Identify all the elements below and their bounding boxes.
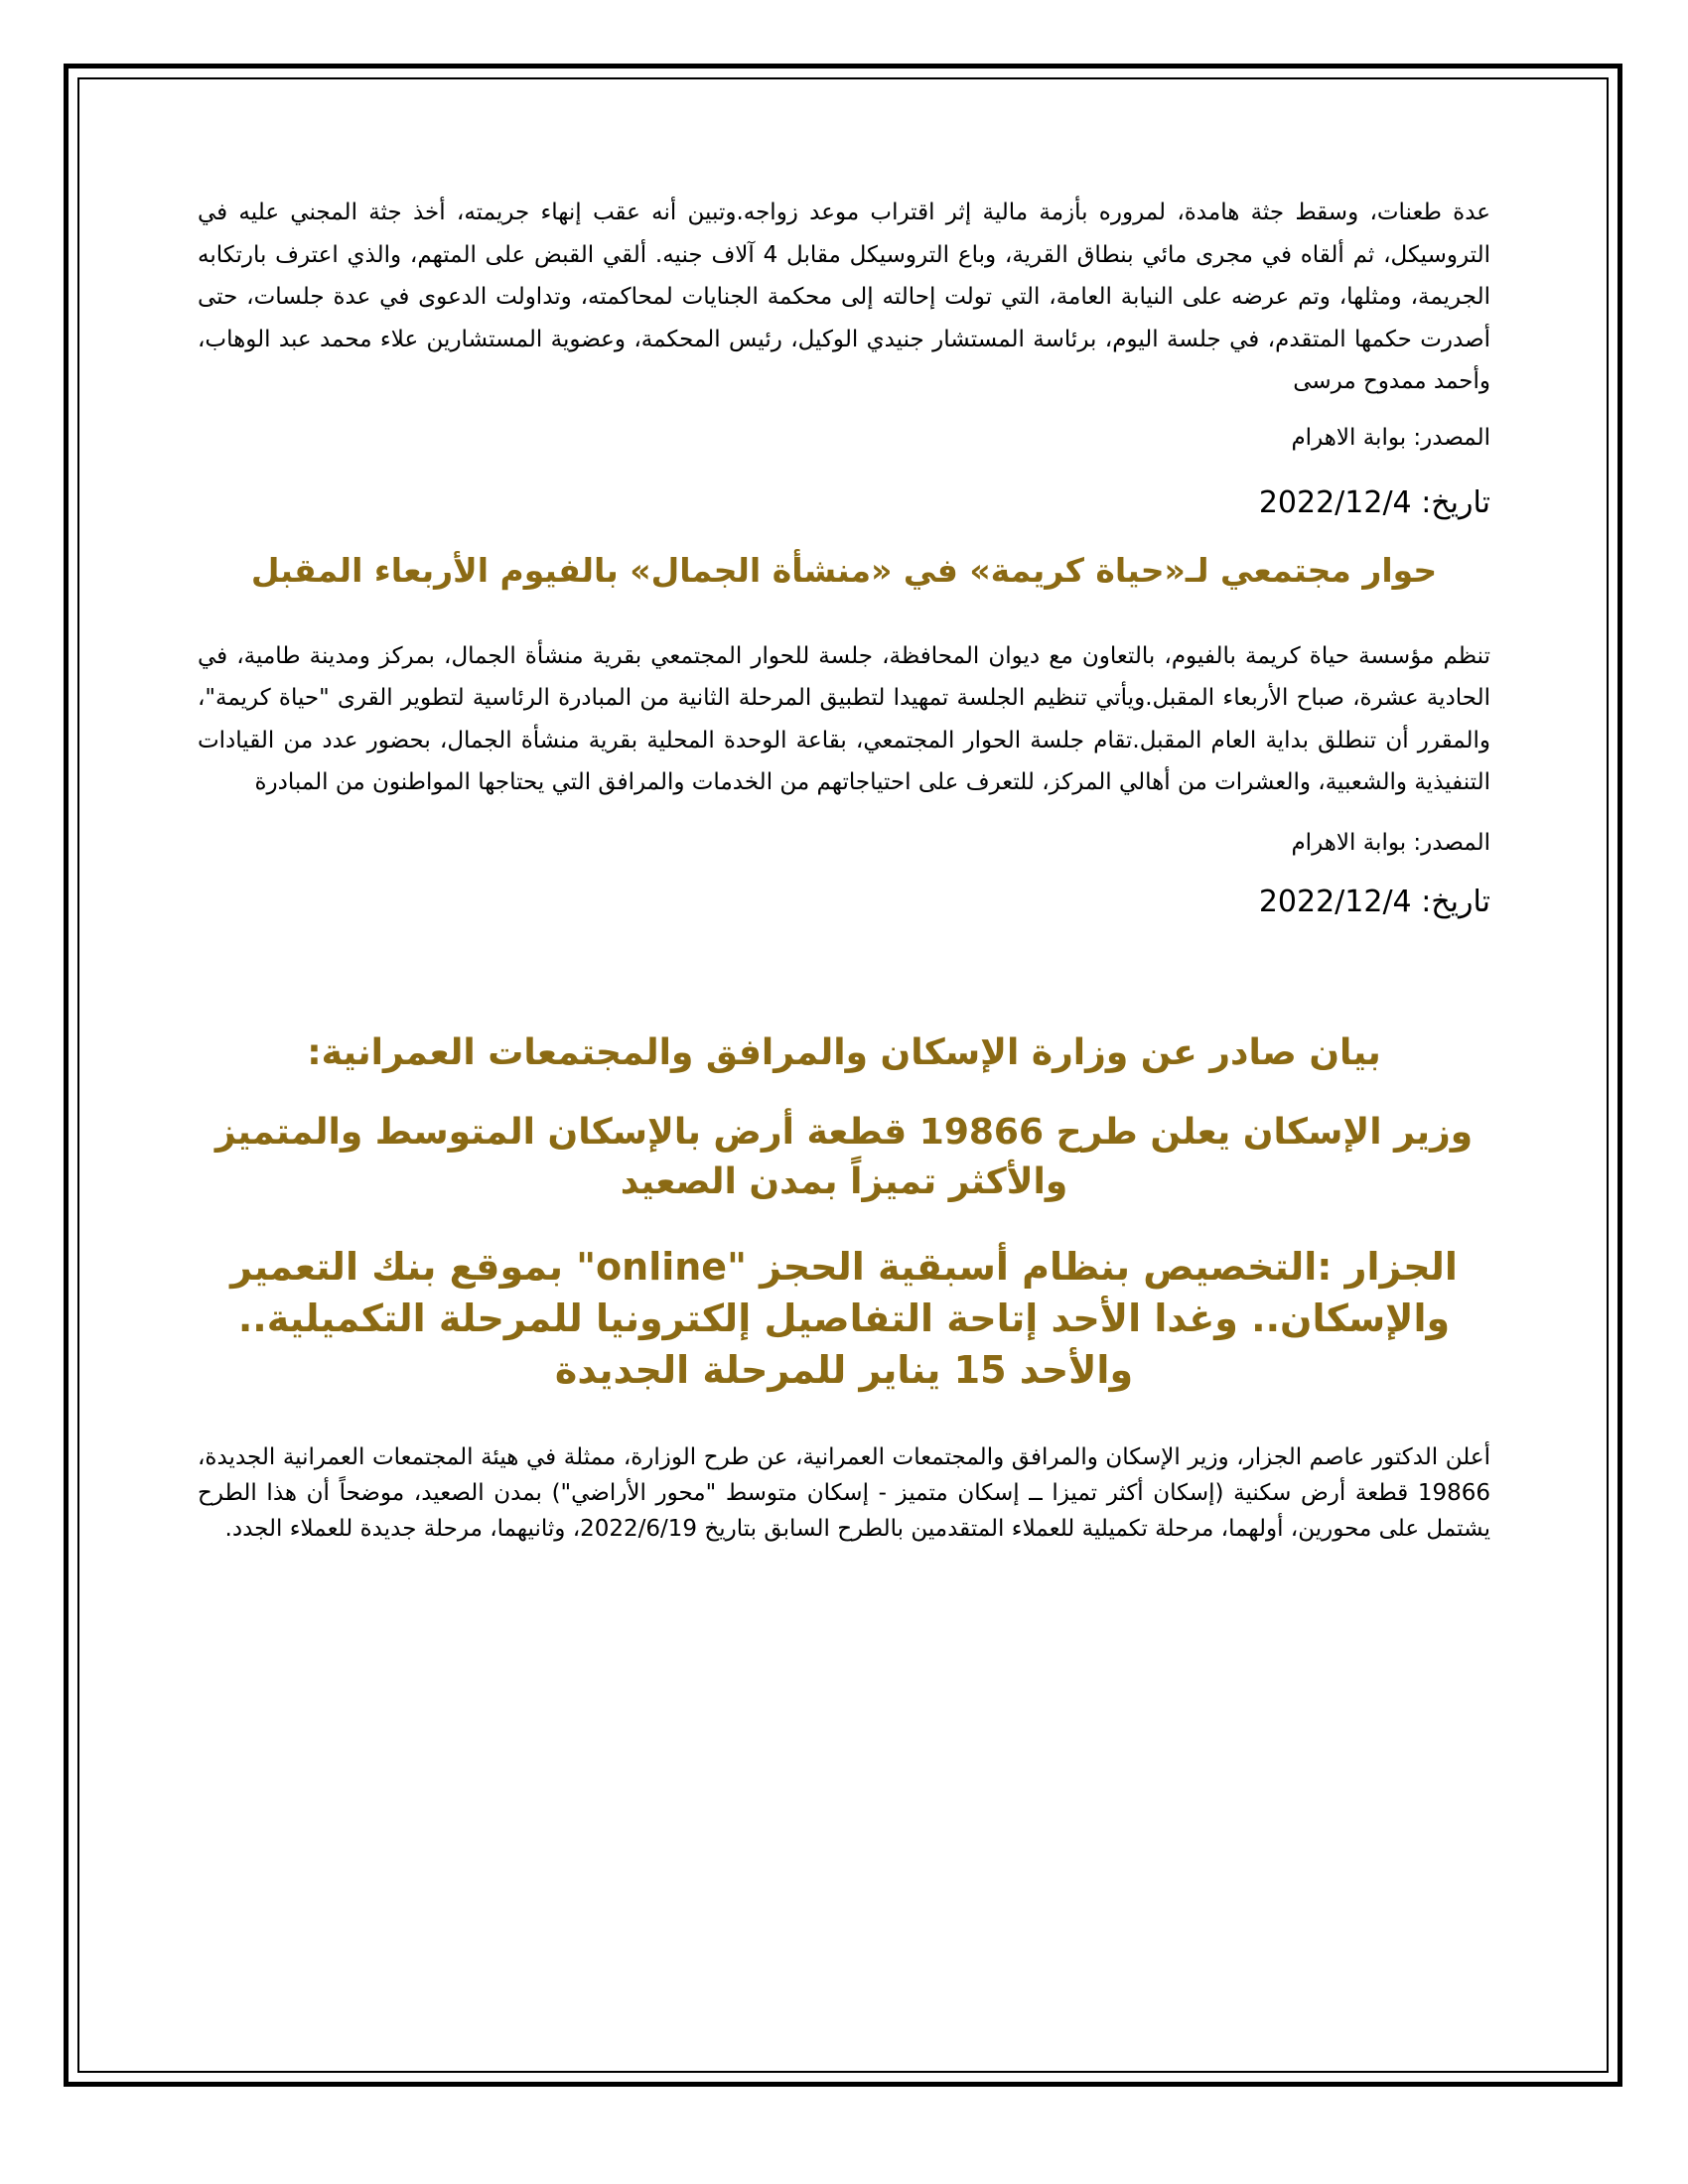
article-1: [198, 192, 1490, 528]
article-2-date-line: [198, 878, 1490, 927]
article-3-heading-announcement: وزير الإسكان يعلن طرح 19866 قطعة أرض بالإسكان المتوسط والمتميز والأكثر تميزاً بمدن الصعيد: [214, 1111, 1474, 1202]
article-3-heading-details: الجزار :التخصيص بنظام أسبقية الحجز "online" بموقع بنك التعمير والإسكان.. وغدا الأحد إتاحة التفاصيل إلكترونيا للمرحلة التكميلية.. والأحد 15 يناير للمرحلة الجديدة: [230, 1244, 1458, 1392]
article-3-heading-statement: بيان صادر عن وزارة الإسكان والمرافق والمجتمعات العمرانية:: [307, 1031, 1381, 1073]
article-2-title: حوار مجتمعي لـ«حياة كريمة» في «منشأة الجمال» بالفيوم الأربعاء المقبل: [250, 550, 1438, 590]
document-content: [198, 192, 1490, 1547]
article-3: [198, 1028, 1490, 1547]
article-3-paragraph: أعلن الدكتور عاصم الجزار، وزير الإسكان والمرافق والمجتمعات العمرانية، عن طرح الوزارة، ممثلة في هيئة المجتمعات العمرانية الجديدة، 19866 قطعة أرض سكنية (إسكان أكثر تميزا ــ إسكان متميز - إسكان متوسط "محور الأراضي") بمدن الصعيد، موضحاً أن هذا الطرح يشتمل على محورين، أولهما، مرحلة تكميلية للعملاء المتقدمين بالطرح السابق بتاريخ 2022/6/19، وثانيهما، مرحلة جديدة للعملاء الجدد.: [198, 1443, 1490, 1542]
article-1-paragraph: عدة طعنات، وسقط جثة هامدة، لمروره بأزمة مالية إثر اقتراب موعد زواجه.وتبين أنه عقب إنهاء جريمته، أخذ جثة المجني عليه في التروسيكل، ثم ألقاه في مجرى مائي بنطاق القرية، وباع التروسيكل مقابل 4 آلاف جنيه. ألقي القبض على المتهم، والذي اعترف بارتكابه الجريمة، ومثلها، وتم عرضه على النيابة العامة، التي تولت إحالته إلى محكمة الجنايات لمحاكمته، وتداولت الدعوى في عدة جلسات، حتى أصدرت حكمها المتقدم، في جلسة اليوم، برئاسة المستشار جنيدي الوكيل، رئيس المحكمة، وعضوية المستشارين علاء محمد عبد الوهاب، وأحمد ممدوح مرسى: [198, 200, 1491, 394]
article-1-source: المصدر: بوابة الاهرام: [1291, 424, 1490, 451]
article-1-date: 2022/12/4: [1258, 484, 1412, 520]
article-2-date: 2022/12/4: [1258, 884, 1412, 919]
article-2-source: المصدر: بوابة الاهرام: [1291, 829, 1490, 856]
article-1-date-label: تاريخ:: [1421, 484, 1490, 520]
article-2-paragraph: تنظم مؤسسة حياة كريمة بالفيوم، بالتعاون مع ديوان المحافظة، جلسة للحوار المجتمعي بقرية منشأة الجمال، بمركز ومدينة طامية، في الحادية عشرة، صباح الأربعاء المقبل.ويأتي تنظيم الجلسة تمهيدا لتطبيق المرحلة الثانية من المبادرة الرئاسية لتطوير القرى "حياة كريمة"، والمقرر أن تنطلق بداية العام المقبل.تقام جلسة الحوار المجتمعي، بقاعة الوحدة المحلية بقرية منشأة الجمال، بحضور عدد من القيادات التنفيذية والشعبية، والعشرات من أهالي المركز، للتعرف على احتياجاتهم من الخدمات والمرافق التي يحتاجها المواطنون من المبادرة: [198, 642, 1490, 795]
article-2-date-label: تاريخ:: [1421, 884, 1490, 919]
article-2: [198, 546, 1490, 927]
article-1-date-line: [198, 478, 1490, 528]
